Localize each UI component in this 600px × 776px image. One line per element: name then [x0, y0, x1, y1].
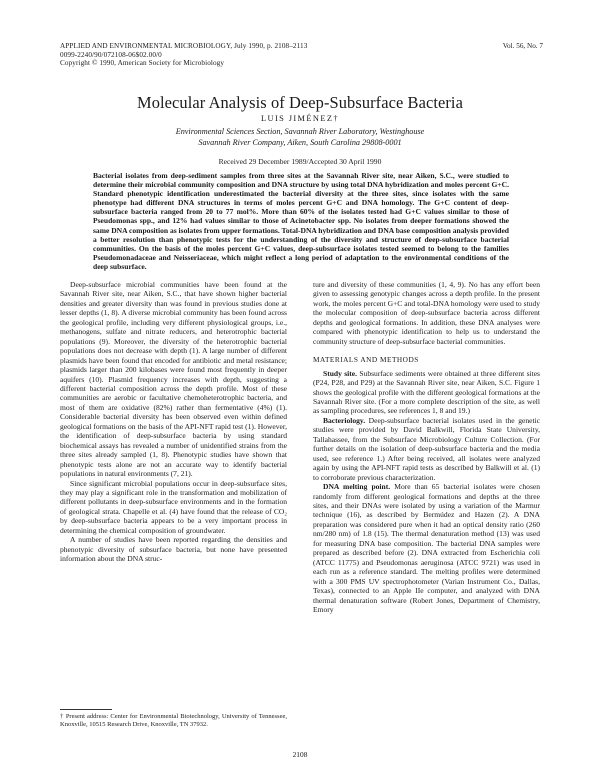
affiliation-line-2: Savannah River Company, Aiken, South Carolina 29808-0001	[198, 137, 402, 147]
article-title: Molecular Analysis of Deep-Subsurface Bacteria	[137, 93, 463, 112]
author-affiliation	[0, 127, 600, 148]
footnote: † Present address: Center for Environmental Biotechnology, University of Tennessee, Knoxville, 10515 Research Drive, Knoxville, TN 37932.	[60, 713, 287, 728]
section-heading: MATERIALS AND METHODS	[313, 355, 419, 365]
page-number: 2108	[292, 750, 308, 759]
melting-point-text: More than 65 bacterial isolates were chosen randomly from different geological formations and depths at the three sites, and their DNAs were isolated by using a variation of the Marmur technique (16), as described by Bermúdez and Hazen (2). A DNA preparation was considered pure when it had an optical density ratio (260 nm/280 nm) of 1.8 (15). The thermal denaturation method (13) was used for measuring DNA base composition. The bacterial DNA samples were prepared as described before (2). DNA extracted from Escherichia coli (ATCC 11775) and Pseudomonas aeruginosa (ATCC 9721) was used in each run as a reference standard. The melting profiles were determined with a 300 PMS UV spectrophotometer (Varian Instrument Co., Dallas, Texas), connected to an Apple IIe computer, and analyzed with DNA thermal denaturation software (Robert Jones, Department of Chemistry, Emory	[313, 482, 541, 614]
issn-line: 0099-2240/90/072108-06$02.00/0	[60, 50, 162, 59]
left-column	[60, 280, 287, 564]
author-name: LUIS JIMÉNEZ†	[261, 114, 339, 123]
intro-paragraph-1: Deep-subsurface microbial communities have been found at the Savannah River site, near Aiken, S.C., that have shown higher bacterial densities and greater diversity than was found in previous studies done at lesser depths (1, 8). A diverse microbial community has been found across the geological profile, including very different physiological groups, i.e., methanogens, sulfate and nitrate reducers, and heterotrophic bacterial populations (9). Moreover, the diversity of the heterotrophic bacterial populations does not decrease with depth (1). A large number of different plasmids have been found that encoded for antibiotic and metal resistance; plasmids larger than 200 kilobases were found most frequently in deeper aquifers (10). Plasmid frequency increases with depth, suggesting a different bacterial composition across the depth profile. Most of these communities are aerobic or facultative chemoheterotrophic bacteria, and most of them are oxidative (82%) rather than fermentative (4%) (1). Considerable bacterial diversity has been observed even within defined geological formations on the basis of the API-NFT rapid test (1). However, the identification of deep-subsurface bacteria by using standard biochemical assays has revealed a number of unidentified strains from the three sites already sampled (1, 8). Phenotypic studies have shown that phenotypic tests alone are not an accurate way to identify bacterial populations in natural environments (7, 21).	[60, 280, 287, 479]
melting-point-heading: DNA melting point.	[323, 482, 391, 492]
intro-paragraph-continued: ture and diversity of these communities (1, 4, 9). No has any effort been given to assessing genotypic changes across a depth profile. In the present work, the moles percent G+C and total-DNA homology were used to study the molecular composition of deep-subsurface bacteria across different depths and geological formations. In addition, these DNA analyses were compared with phenotypic identification to help us to understand the community structure of deep-subsurface bacterial communities.	[313, 280, 540, 346]
melting-point-paragraph	[313, 482, 540, 614]
copyright-line: Copyright © 1990, American Society for Microbiology	[60, 59, 225, 68]
bacteriology-heading: Bacteriology.	[323, 415, 366, 425]
volume-label: Vol. 56, No. 7	[502, 42, 543, 50]
study-site-text: Subsurface sediments were obtained at three different sites (P24, P28, and P29) at the Savannah River site, near Aiken, S.C. Figure 1 shows the geological profile with the different geological formations at the Savannah River site. (For a more complete description of the site, as well as sampling procedures, see references 1, 8 and 19.)	[313, 368, 540, 416]
footnote-divider	[60, 709, 112, 710]
abstract: Bacterial isolates from deep-sediment samples from three sites at the Savannah River site, near Aiken, S.C., were studied to determine their microbial community composition and DNA structure by using total DNA hybridization and moles percent G+C. Standard phenotypic identification underestimated the bacterial diversity at the three sites, since isolates with the same phenotype had different DNA structures in terms of moles percent G+C and DNA homology. The G+C content of deep-subsurface bacteria ranged from 20 to 77 mol%. More than 60% of the isolates tested had G+C values similar to those of Pseudomonas spp., and 12% had values similar to those of Acinetobacter spp. No isolates from deeper formations showed the same DNA composition as isolates from upper formations. Total-DNA hybridization and DNA base composition analysis provided a better resolution than phenotypic tests for the understanding of the diversity and structure of deep-subsurface bacterial communities. On the basis of the moles percent G+C values, deep-subsurface isolates tested seemed to belong to the families Pseudomonadaceae and Neisseriaceae, which might reflect a long period of adaptation to the environmental conditions of the deep subsurface.	[93, 171, 509, 271]
received-dates: Received 29 December 1989/Accepted 30 April 1990	[218, 157, 382, 166]
right-column	[313, 280, 540, 614]
intro-paragraph-2: Since significant microbial populations occur in deep-subsurface sites, they may play a significant role in the transformation and mobilization of different pollutants in deep-subsurface environments and in the formation of geological strata. Chapelle et al. (4) have found that the release of CO₂ by deep-subsurface bacteria appears to be a very important process in determining the chemical composition of groundwater.	[60, 478, 287, 535]
journal-header	[60, 42, 307, 68]
bacteriology-text: Deep-subsurface bacterial isolates used in the genetic studies were provided by David Balkwill, Florida State University, Tallahassee, from the Subsurface Microbiology Culture Collection. (For further details on the isolation of deep-subsurface bacteria and the media used, see reference 1.) After being received, all isolates were analyzed again by using the API-NFT rapid tests as described by Balkwill et al. (1) to corroborate previous characterization.	[313, 415, 540, 482]
study-site-heading: Study site.	[323, 368, 358, 378]
journal-citation: APPLIED AND ENVIRONMENTAL MICROBIOLOGY, July 1990, p. 2108–2113	[60, 42, 308, 50]
affiliation-line-1: Environmental Sciences Section, Savannah River Laboratory, Westinghouse	[175, 127, 425, 136]
bacteriology-paragraph	[313, 416, 540, 482]
intro-paragraph-3: A number of studies have been reported regarding the densities and phenotypic diversity of subsurface bacteria, but none have presented information about the DNA struc-	[60, 535, 287, 564]
study-site-paragraph	[313, 369, 540, 416]
